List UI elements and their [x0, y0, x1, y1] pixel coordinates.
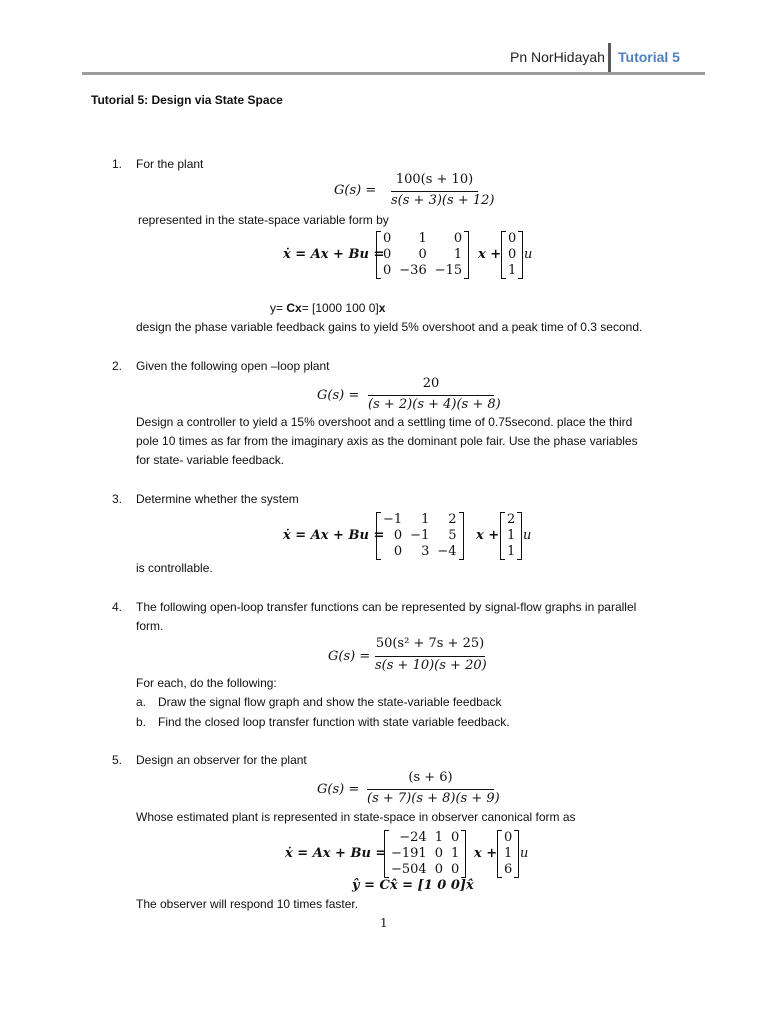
q5-number: 5. [112, 753, 123, 767]
q1-gs-numerator: 100(s + 10) [395, 172, 474, 187]
page-number: 1 [380, 916, 388, 930]
q3-number: 3. [112, 492, 123, 506]
matrix-cell: 1 [418, 231, 427, 246]
matrix-cell: 0 [383, 247, 392, 262]
q4-number: 4. [112, 600, 123, 614]
q1-task: design the phase variable feedback gains to yield 5% overshoot and a peak time of 0.3 second. [136, 320, 643, 334]
matrix-cell: 2 [448, 512, 457, 527]
q1-output-matrix: = [1000 100 0] [301, 301, 379, 315]
q5-equation-u: u [520, 846, 529, 861]
matrix-cell: −504 [391, 862, 427, 877]
q4-gs-denominator: s(s + 10)(s + 20) [375, 658, 487, 673]
matrix-cell: −24 [399, 830, 427, 845]
matrix-cell: −1 [383, 512, 403, 527]
q1-state-equation-lhs: ẋ = Ax + Bu = [283, 247, 385, 262]
matrix-cell: 6 [504, 862, 513, 877]
q4-gs-lhs: G(s) = [328, 649, 371, 664]
q2-fraction-bar [368, 395, 494, 396]
q4-sub-mark-b: b. [136, 715, 147, 729]
q5-intro: Design an observer for the plant [136, 753, 307, 767]
matrix-cell: 0 [383, 231, 392, 246]
q1-gs-denominator: s(s + 3)(s + 12) [391, 193, 495, 208]
q4-sub-mark-a: a. [136, 695, 147, 709]
q2-task-line: Design a controller to yield a 15% overshoot and a settling time of 0.75second. place the third [136, 415, 633, 429]
q1-output-equation [270, 301, 385, 316]
q1-output-prefix: y= [270, 301, 287, 315]
header-author: Pn NorHidayah [510, 49, 605, 65]
q1-output-c: Cx [286, 301, 302, 315]
matrix-cell: 0 [418, 247, 427, 262]
q5-fraction-bar [367, 789, 494, 790]
q5-matrix-a [384, 830, 466, 878]
q5-output-equation: ŷ = Cx̂ = [1 0 0]x̂ [352, 878, 474, 893]
q1-output-x: x [378, 301, 386, 315]
q4-gs-numerator: 50(s² + 7s + 25) [375, 636, 485, 651]
q2-intro: Given the following open –loop plant [136, 359, 330, 373]
q3-equation-mid: x + [476, 528, 500, 543]
q4-intro-line: The following open-loop transfer functions can be represented by signal-flow graphs in parallel [136, 600, 637, 614]
q5-gs-lhs: G(s) = [317, 782, 360, 797]
matrix-cell: 1 [504, 846, 513, 861]
q1-fraction-bar [391, 191, 478, 192]
q4-fraction-bar [375, 656, 485, 657]
q3-intro: Determine whether the system [136, 492, 299, 506]
matrix-cell: 0 [453, 231, 463, 246]
q1-number: 1. [112, 157, 123, 171]
matrix-cell: 0 [393, 528, 403, 543]
matrix-cell: 0 [508, 247, 517, 262]
matrix-cell: 0 [393, 544, 403, 559]
q5-state-label: Whose estimated plant is represented in state-space in observer canonical form as [136, 810, 576, 824]
matrix-cell: 1 [507, 528, 516, 543]
matrix-cell: 1 [453, 247, 463, 262]
q3-matrix-a [376, 512, 464, 560]
matrix-cell: 3 [421, 544, 430, 559]
matrix-cell: 0 [451, 830, 460, 845]
q1-intro: For the plant [136, 157, 204, 171]
q1-gs-lhs: G(s) = [334, 183, 377, 198]
matrix-cell: 2 [507, 512, 516, 527]
document-title: Tutorial 5: Design via State Space [91, 93, 283, 107]
matrix-cell: −36 [399, 263, 427, 278]
matrix-cell: 1 [421, 512, 430, 527]
matrix-cell: −191 [391, 846, 427, 861]
header-tutorial-label: Tutorial 5 [618, 49, 680, 65]
q5-state-equation-lhs: ẋ = Ax + Bu = [285, 846, 387, 861]
matrix-cell: 1 [508, 263, 517, 278]
q5-equation-mid: x + [474, 846, 498, 861]
q5-gs-denominator: (s + 7)(s + 8)(s + 9) [367, 791, 500, 806]
q2-gs-numerator: 20 [422, 376, 440, 391]
q5-task: The observer will respond 10 times faster. [136, 897, 359, 911]
q2-number: 2. [112, 359, 123, 373]
q2-gs-denominator: (s + 2)(s + 4)(s + 8) [368, 397, 501, 412]
header-rule [82, 72, 705, 75]
q2-task-line: pole 10 times as far from the imaginary axis as the dominant pole fair. Use the phase variables [136, 434, 638, 448]
q3-task: is controllable. [136, 561, 213, 575]
matrix-cell: 0 [508, 231, 517, 246]
q1-state-label: represented in the state-space variable form by [138, 213, 389, 227]
matrix-cell: −4 [437, 544, 457, 559]
q3-matrix-b [500, 512, 522, 560]
matrix-cell: 1 [451, 846, 460, 861]
matrix-cell: 0 [434, 846, 443, 861]
q1-equation-u: u [524, 247, 533, 262]
q4-for-each: For each, do the following: [136, 676, 277, 690]
q2-gs-lhs: G(s) = [317, 388, 360, 403]
q4-sub-item-b: Find the closed loop transfer function with state variable feedback. [158, 715, 510, 729]
q1-matrix-b [501, 231, 523, 279]
matrix-cell: 0 [504, 830, 513, 845]
matrix-cell: 1 [434, 830, 443, 845]
q5-matrix-b [497, 830, 519, 878]
q1-matrix-a [376, 231, 469, 279]
q2-task-line: for state- variable feedback. [136, 453, 285, 467]
q3-equation-u: u [523, 528, 532, 543]
q4-intro-line: form. [136, 619, 164, 633]
q3-state-equation-lhs: ẋ = Ax + Bu = [283, 528, 385, 543]
header-separator [608, 43, 611, 73]
q4-sub-item-a: Draw the signal flow graph and show the state-variable feedback [158, 695, 502, 709]
matrix-cell: −1 [410, 528, 430, 543]
matrix-cell: 5 [448, 528, 457, 543]
matrix-cell: −15 [434, 263, 463, 278]
q1-equation-mid: x + [478, 247, 502, 262]
q5-gs-numerator: (s + 6) [408, 770, 453, 785]
matrix-cell: 0 [451, 862, 460, 877]
matrix-cell: 0 [383, 263, 392, 278]
matrix-cell: 0 [434, 862, 443, 877]
matrix-cell: 1 [507, 544, 516, 559]
